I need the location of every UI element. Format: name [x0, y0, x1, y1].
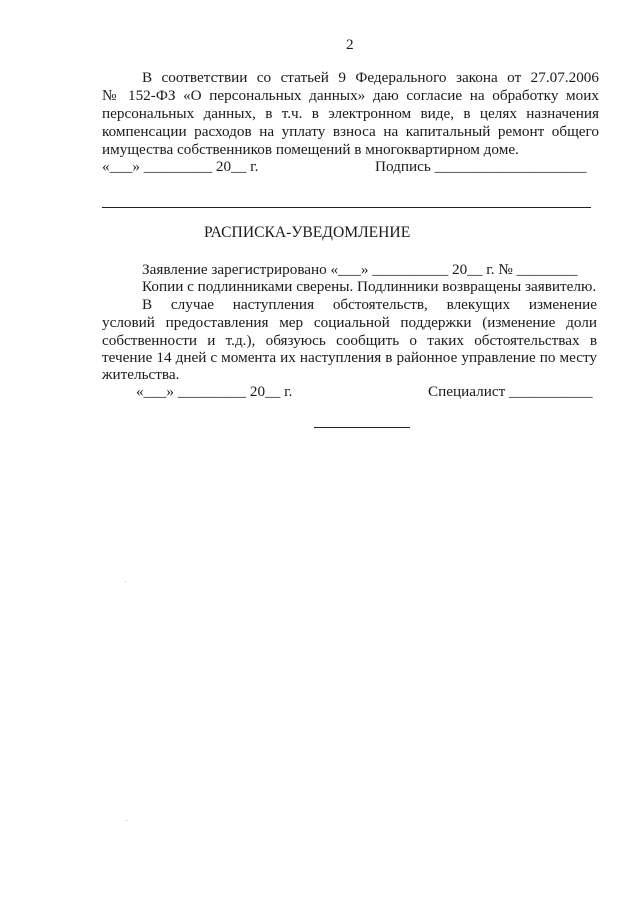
consent-signature-line: Подпись ____________________	[375, 158, 587, 175]
consent-date-line: «___» _________ 20__ г.	[102, 158, 259, 175]
consent-line-5: имущества собственников помещений в многоквартирном доме.	[102, 141, 519, 158]
specialist-signature-line: Специалист ___________	[428, 383, 593, 400]
obligation-line-2: условий предоставления мер социальной поддержки (изменение доли	[102, 314, 597, 331]
page-number: 2	[346, 36, 354, 53]
scan-speck	[126, 820, 127, 821]
receipt-date-line: «___» _________ 20__ г.	[136, 383, 293, 400]
obligation-line-3: собственности и т.д.), обязуюсь сообщить о таких обстоятельствах в	[102, 332, 597, 349]
closing-rule	[314, 427, 410, 428]
obligation-line-5: жительства.	[102, 366, 180, 383]
copies-line: Копии с подлинниками сверены. Подлинники возвращены заявителю.	[142, 278, 597, 295]
consent-line-1: В соответствии со статьей 9 Федерального закона от 27.07.2006	[142, 69, 599, 86]
section-divider	[102, 207, 591, 208]
consent-line-3: персональных данных, в т.ч. в электронном виде, в целях назначения	[102, 105, 599, 122]
receipt-title: РАСПИСКА-УВЕДОМЛЕНИЕ	[204, 224, 411, 241]
consent-line-2: № 152-ФЗ «О персональных данных» даю согласие на обработку моих	[102, 87, 599, 104]
obligation-line-1: В случае наступления обстоятельств, влекущих изменение	[142, 296, 597, 313]
scan-speck	[125, 581, 126, 582]
registered-line: Заявление зарегистрировано «___» __________ 20__ г. № ________	[142, 261, 578, 278]
obligation-line-4: течение 14 дней с момента их наступления в районное управление по месту	[102, 349, 597, 366]
consent-line-4: компенсации расходов на уплату взноса на капитальный ремонт общего	[102, 123, 599, 140]
